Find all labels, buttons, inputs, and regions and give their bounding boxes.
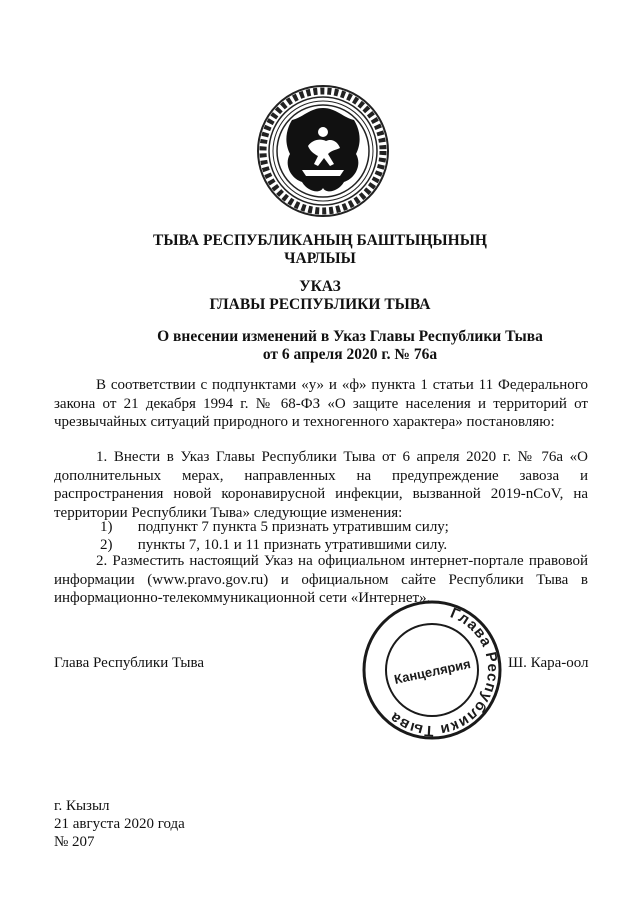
stamp-center-text: Канцелярия — [392, 656, 472, 687]
header-tuvan-line1: ТЫВА РЕСПУБЛИКАНЫҢ БАШТЫҢЫНЫҢ — [153, 232, 487, 249]
footer-number: № 207 — [54, 834, 95, 850]
subitem2-text: пункты 7, 10.1 и 11 признать утратившими силу. — [137, 537, 448, 553]
item1-paragraph: 1. Внести в Указ Главы Республики Тыва от 6 апреля 2020 г. № 76а «О дополнительных мерах, направленных на предупреждение завоза и распространения новой коронавирусной инфекции, вызванной 2019-nCoV, на территории Республики Тыва» следующие изменения: — [54, 449, 588, 521]
footer-date: 21 августа 2020 года — [54, 816, 185, 832]
header-tuvan-line2: ЧАРЛЫЫ — [284, 250, 356, 267]
issuer-heading: ГЛАВЫ РЕСПУБЛИКИ ТЫВА — [209, 296, 431, 313]
official-stamp — [360, 598, 504, 742]
signatory-name: Ш. Кара-оол — [508, 655, 589, 671]
tuva-coat-of-arms-emblem — [256, 84, 390, 218]
signatory-title: Глава Республики Тыва — [54, 655, 205, 671]
stamp-ring-text: Глава Республики Тыва — [386, 604, 502, 740]
footer-city: г. Кызыл — [54, 798, 110, 814]
subitem1-text: подпункт 7 пункта 5 признать утратившим силу; — [137, 519, 449, 535]
preamble-paragraph: В соответствии с подпунктами «у» и «ф» пункта 1 статьи 11 Федерального закона от 21 декабря 1994 г. № 68-ФЗ «О защите населения и территорий от чрезвычайных ситуаций природного и техногенного характера» постановляю: — [54, 377, 588, 430]
doc-type-heading: УКАЗ — [299, 278, 341, 295]
item2-paragraph: 2. Разместить настоящий Указ на официальном интернет-портале правовой информации (www.pravo.gov.ru) и официальном сайте Республики Тыва в информационно-телекоммуникационной сети «Интернет». — [54, 553, 588, 606]
subitem2-number: 2) — [100, 537, 113, 553]
subitem1-number: 1) — [100, 519, 113, 535]
subject-line1: О внесении изменений в Указ Главы Республики Тыва — [157, 328, 543, 345]
subitem1-row — [100, 518, 449, 536]
subject-line2: от 6 апреля 2020 г. № 76а — [262, 346, 438, 363]
